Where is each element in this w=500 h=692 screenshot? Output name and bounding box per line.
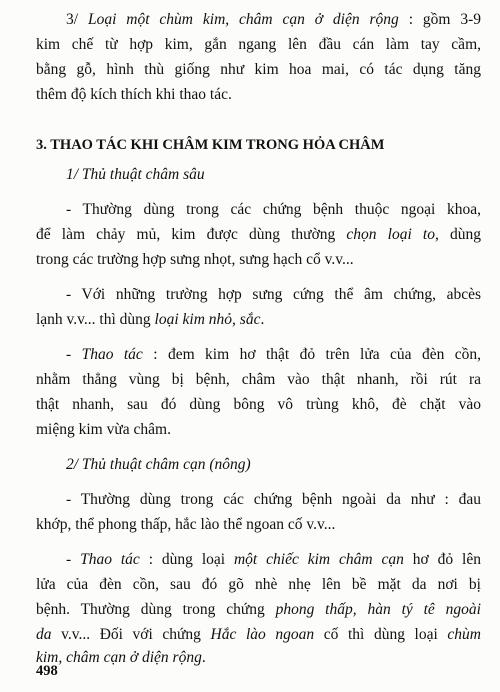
text-line: - Thường dùng trong các chứng bệnh ngoài da như : đau [66, 491, 481, 508]
italic-text: da [36, 626, 52, 643]
subsection-heading-text: 2/ Thủ thuật châm cạn (nông) [66, 456, 251, 473]
text-line: kim, châm cạn ở diện rộng. [36, 649, 206, 666]
section-heading: 3. THAO TÁC KHI CHÂM KIM TRONG HỎA CHÂM [36, 137, 385, 153]
text-line: da v.v... Đối với chứng Hắc lào ngoan cố thì dùng loại chùm [36, 626, 481, 643]
text-line: khớp, thể phong thấp, hắc lào thể ngoan cố v.v... [36, 516, 336, 533]
text-line: lạnh v.v... thì dùng loại kim nhỏ, sắc. [36, 311, 265, 328]
page-number: 498 [36, 663, 58, 679]
text-line: kim chế từ hợp kim, gắn ngang lên đầu cán làm tay cầm, [36, 36, 481, 53]
text-line: bệnh. Thường dùng trong chứng phong thấp, hàn tý tê ngoài [36, 601, 481, 618]
text-line: để làm chảy mủ, kim được dùng thường chọn loại to, dùng [36, 226, 481, 243]
text-line: thêm độ kích thích khi thao tác. [36, 86, 232, 103]
subsection-heading [66, 165, 481, 185]
italic-text: loại kim nhỏ, sắc [154, 311, 261, 328]
text-line: 3/ Loại một chùm kim, châm cạn ở diện rộng : gồm 3-9 [66, 11, 481, 28]
text-line: thật nhanh, sau đó dùng bông vô trùng khô, đè chặt vào [36, 396, 481, 413]
text-line: nhằm thẳng vùng bị bệnh, châm vào thật nhanh, rồi rút ra [36, 371, 481, 388]
subsection-heading-text: 1/ Thủ thuật châm sâu [66, 166, 205, 183]
text-line: trong các trường hợp sưng nhọt, sưng hạch cổ v.v... [36, 251, 354, 268]
text-line: - Thường dùng trong các chứng bệnh thuộc ngoại khoa, [66, 201, 481, 218]
italic-text: Loại một chùm kim, châm cạn ở diện rộng [87, 11, 399, 28]
text-line: - Thao tác : dùng loại một chiếc kim châm cạn hơ đỏ lên [66, 551, 481, 568]
italic-text: một chiếc kim châm cạn [233, 551, 404, 568]
text-line: miệng kim vừa châm. [36, 421, 171, 438]
subsection-heading [66, 455, 481, 475]
text-line: - Thao tác : đem kim hơ thật đỏ trên lửa của đèn cồn, [66, 346, 481, 363]
text-line: - Với những trường hợp sưng cứng thể âm chứng, abcès [66, 286, 481, 303]
italic-text: Hắc lào ngoan [210, 626, 315, 643]
italic-text: phong thấp, hàn tý tê ngoài [275, 601, 481, 618]
italic-text: kim, châm cạn ở diện rộng [36, 649, 202, 666]
italic-text: chùm [447, 626, 481, 643]
italic-text: Thao tác [81, 346, 143, 363]
text-line: bằng gỗ, hình thù giống như kim hoa mai, có tác dụng tăng [36, 61, 481, 78]
italic-text: chọn loại to [346, 226, 435, 243]
italic-text: Thao tác [80, 551, 140, 568]
text-line: lửa của đèn cồn, sau đó gõ nhè nhẹ lên bề mặt da nơi bị [36, 576, 481, 593]
